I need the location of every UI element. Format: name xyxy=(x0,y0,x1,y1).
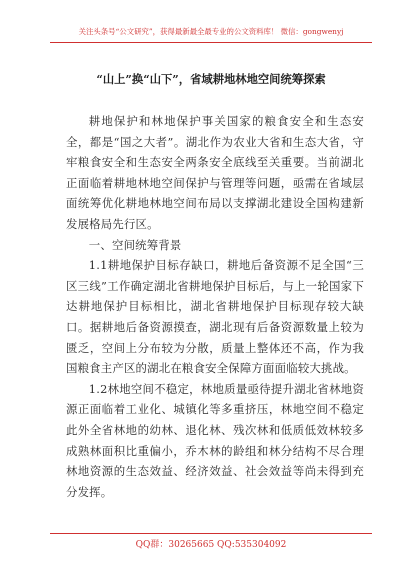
paragraph-farmland: 1.1耕地保护目标存缺口，耕地后备资源不足全国“三区三线”工作确定湖北省耕地保护目标后，与上一轮国家下达耕地保护目标相比，湖北省耕地保护目标现存较大缺口。据耕地后备资源摸查，湖北现有后备资源数量上较为匮乏，空间上分布较为分散，质量上整体还不高，作为我国粮食主产区的湖北在粮食安全保障方面面临较大挑战。 xyxy=(66,258,364,376)
paragraph-forestland: 1.2林地空间不稳定，林地质量亟待提升湖北省林地资源正面临着工业化、城镇化等多重挤压，林地空间不稳定此外全省林地的幼林、退化林、残次林和低质低效林较多成熟林面积比重偏小，乔木林的龄组和林分结构不尽合理林地资源的生态效益、经济效益、社会效益等尚未得到充分发挥。 xyxy=(66,381,364,499)
page-footer: QQ群：30265665 QQ:535304092 xyxy=(135,540,287,550)
page-header-banner: 关注头条号“公文研究”，获得最新最全最专业的公文资料库！ 微信：gongwenyj xyxy=(78,27,344,36)
header-divider xyxy=(50,42,372,43)
section-heading: 一、空间统筹背景 xyxy=(88,237,182,252)
document-title: “山上”换“山下”，省域耕地林地空间统筹探索 xyxy=(96,72,326,86)
paragraph-intro: 耕地保护和林地保护事关国家的粮食安全和生态安全，都是“国之大者”。湖北作为农业大省和生态大省，守牢粮食安全和生态安全两条安全底线至关重要。当前湖北正面临着耕地林地空间保护与管理等问题，亟需在省域层面统筹优化耕地林地空间布局以支撑湖北建设全国构建新发展格局先行区。 xyxy=(66,114,364,231)
document-body xyxy=(66,111,364,502)
footer-divider xyxy=(50,533,372,534)
